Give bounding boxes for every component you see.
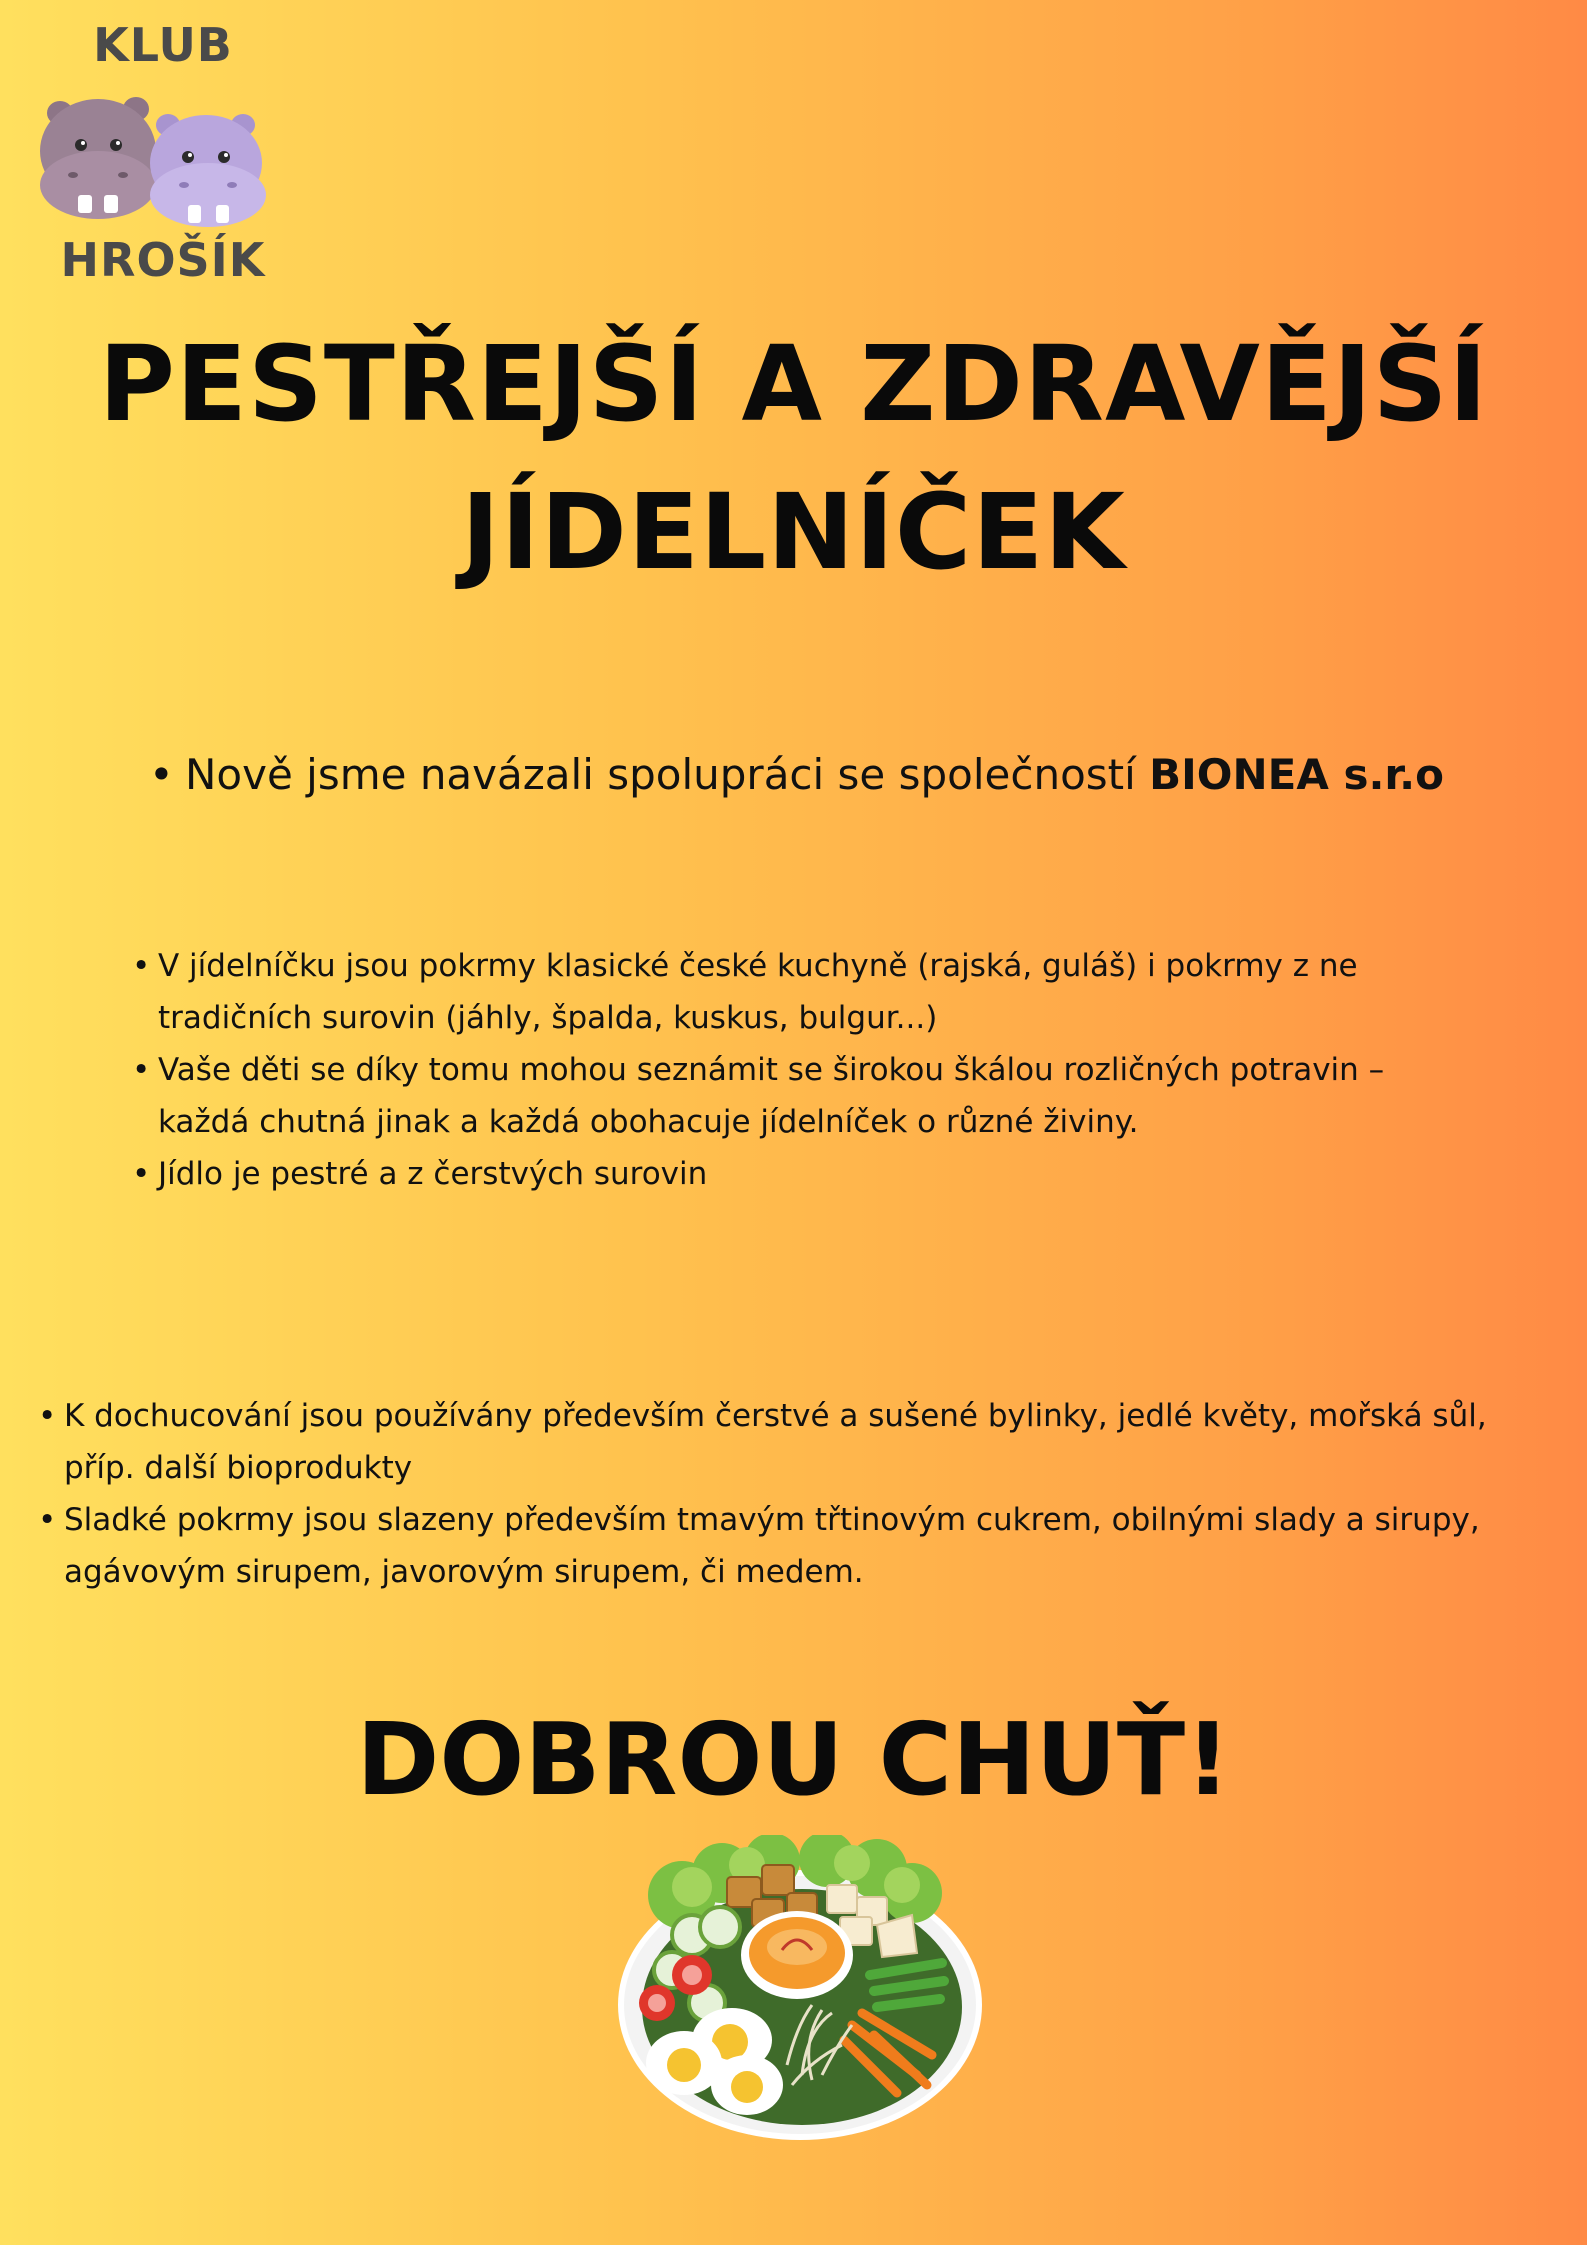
hippos-icon: [38, 73, 288, 233]
closing-heading: DOBROU CHUŤ!: [356, 1701, 1231, 1818]
list-item: [185, 740, 1565, 810]
list-item: • Vaše děti se díky tomu mohou seznámit se širokou škálou rozličných potravin – každá chutná jinak a každá obohacuje jídelníček o různé živiny.: [158, 1044, 1458, 1148]
logo-top-text: KLUB: [93, 18, 233, 72]
title-line-1: PESTŘEJŠÍ A ZDRAVĚJŠÍ: [98, 323, 1489, 445]
list-item: • Sladké pokrmy jsou slazeny především tmavým třtinovým cukrem, obilnými slady a sirupy, agávovým sirupem, javorovým sirupem, či medem.: [64, 1494, 1564, 1598]
list-item: • K dochucování jsou používány především čerstvé a sušené bylinky, jedlé květy, mořská sůl, příp. další bioprodukty: [64, 1390, 1564, 1494]
hippo-right-icon: [150, 114, 266, 227]
seasoning-list: [64, 1390, 1564, 1598]
logo-bottom-text: HROŠÍK: [60, 233, 266, 287]
intro-text: Nově jsme navázali spolupráci se společností: [185, 750, 1150, 799]
intro-list: [185, 740, 1565, 810]
club-logo: [38, 18, 288, 293]
list-item: • Jídlo je pestré a z čerstvých surovin: [158, 1148, 1458, 1200]
menu-info-list: [158, 940, 1458, 1200]
page-title: [0, 310, 1587, 606]
hippo-left-icon: [40, 97, 156, 219]
list-item: • V jídelníčku jsou pokrmy klasické české kuchyně (rajská, guláš) i pokrmy z ne tradičních surovin (jáhly, špalda, kuskus, bulgur...): [158, 940, 1458, 1044]
company-name: BIONEA s.r.o: [1149, 750, 1444, 799]
salad-plate-icon: [612, 1835, 982, 2145]
title-line-2: JÍDELNÍČEK: [461, 471, 1126, 593]
